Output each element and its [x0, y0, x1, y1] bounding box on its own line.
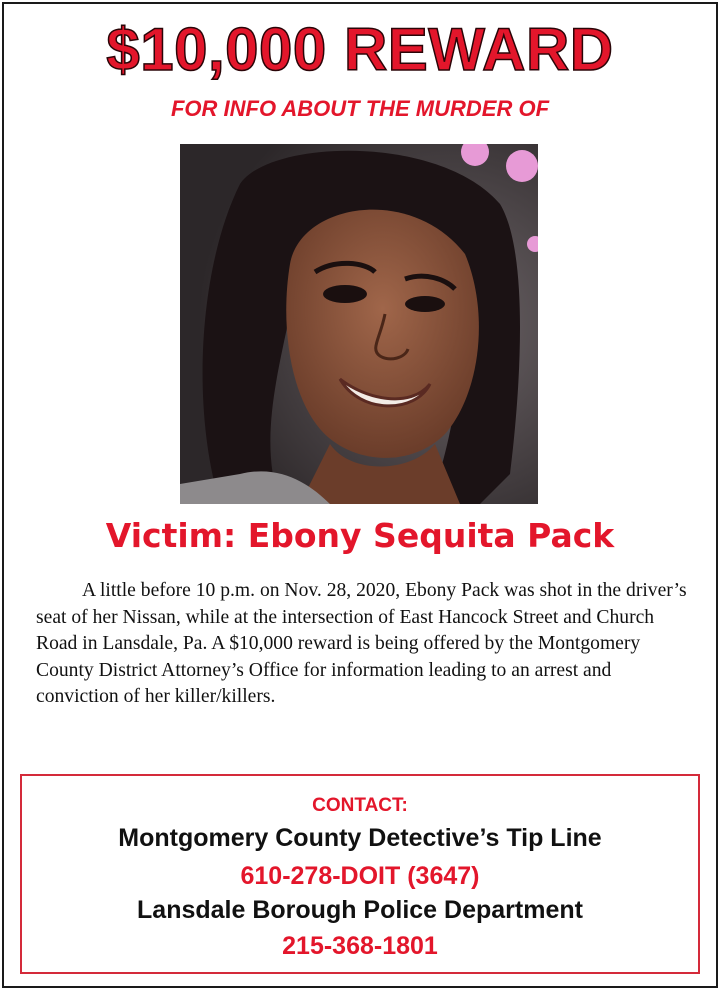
reward-poster [2, 2, 718, 988]
contact-box [20, 774, 700, 974]
victim-photo [180, 144, 538, 504]
incident-description: A little before 10 p.m. on Nov. 28, 2020, Ebony Pack was shot in the driver’s seat of her Nissan, while at the intersection of East Hancock Street and Church Road in Lansdale, Pa. A $10,000 reward is being offered by the Montgomery County District Attorney’s Office for information leading to an arrest and conviction of her killer/killers. [36, 580, 687, 707]
tip-line-phone: 610-278-DOIT (3647) [240, 862, 480, 890]
tip-line-name: Montgomery County Detective’s Tip Line [118, 824, 602, 852]
contact-label: CONTACT: [312, 795, 408, 816]
victim-portrait-image [180, 144, 538, 504]
reward-subheading: FOR INFO ABOUT THE MURDER OF [170, 96, 550, 121]
reward-headline: $10,000 REWARD [106, 16, 614, 83]
police-department-phone: 215-368-1801 [282, 932, 438, 960]
police-department-name: Lansdale Borough Police Department [137, 896, 583, 924]
victim-name-heading: Victim: Ebony Sequita Pack [105, 516, 615, 555]
